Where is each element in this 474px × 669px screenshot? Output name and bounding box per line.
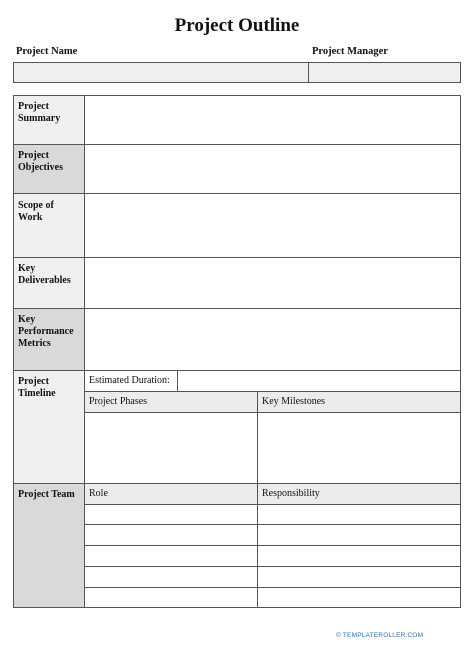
metrics-field[interactable] [84, 308, 461, 371]
summary-label: Project Summary [13, 95, 85, 145]
role-field[interactable] [84, 524, 258, 546]
phases-field[interactable] [84, 412, 258, 484]
milestones-field[interactable] [257, 412, 461, 484]
project-manager-field[interactable] [308, 62, 461, 83]
scope-label: Scope of Work [13, 193, 85, 258]
project-name-label: Project Name [16, 46, 78, 57]
role-field[interactable] [84, 566, 258, 588]
role-field[interactable] [84, 545, 258, 567]
responsibility-header: Responsibility [262, 488, 320, 499]
team-label: Project Team [13, 483, 85, 608]
phases-header: Project Phases [89, 396, 148, 407]
metrics-label: Key Performance Metrics [13, 308, 85, 371]
project-manager-label: Project Manager [312, 46, 388, 57]
role-field[interactable] [84, 587, 258, 608]
phases-header-cell [84, 391, 258, 413]
scope-field[interactable] [84, 193, 461, 258]
timeline-label: Project Timeline [13, 370, 85, 484]
responsibility-field[interactable] [257, 545, 461, 567]
project-name-field[interactable] [13, 62, 309, 83]
estimated-duration-field[interactable] [177, 370, 461, 392]
responsibility-field[interactable] [257, 504, 461, 525]
page-title: Project Outline [174, 15, 300, 36]
footer-brand[interactable]: © TEMPLATEROLLER.COM [336, 632, 424, 639]
role-field[interactable] [84, 504, 258, 525]
estimated-duration-label-cell [84, 370, 178, 392]
objectives-field[interactable] [84, 144, 461, 194]
milestones-header-cell [257, 391, 461, 413]
role-header: Role [89, 488, 108, 499]
objectives-label: Project Objectives [13, 144, 85, 194]
milestones-header: Key Milestones [262, 396, 326, 407]
responsibility-field[interactable] [257, 524, 461, 546]
responsibility-field[interactable] [257, 566, 461, 588]
responsibility-header-cell [257, 483, 461, 505]
deliverables-field[interactable] [84, 257, 461, 309]
summary-field[interactable] [84, 95, 461, 145]
role-header-cell [84, 483, 258, 505]
deliverables-label: Key Deliverables [13, 257, 85, 309]
responsibility-field[interactable] [257, 587, 461, 608]
estimated-duration-label: Estimated Duration: [89, 375, 170, 386]
